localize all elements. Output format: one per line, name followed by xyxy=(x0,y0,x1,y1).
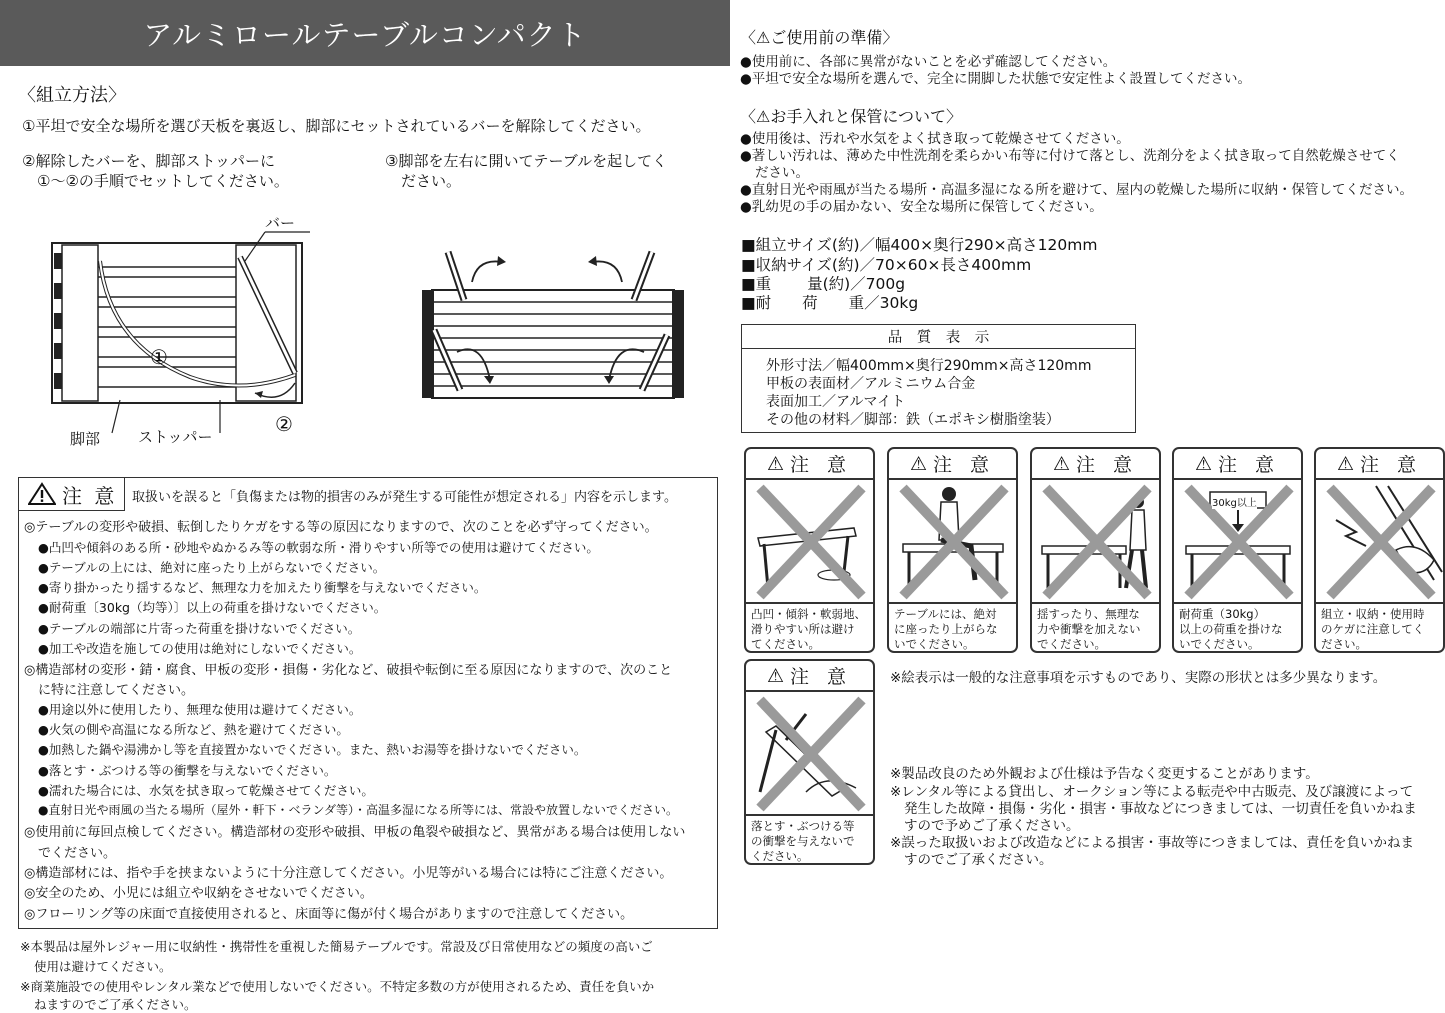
care-line: ださい。 xyxy=(755,165,809,181)
caution-line: ◎フローリング等の床面で直接使用されると、床面等に傷が付く場合がありますので注意してください。 xyxy=(24,907,634,922)
uneven-ground-pictogram xyxy=(746,480,873,604)
max-load-pictogram xyxy=(1174,480,1301,604)
warning-card-label: 注 意 xyxy=(933,454,996,476)
pinch-hazard-pictogram xyxy=(1316,480,1443,604)
open-legs-diagram xyxy=(412,240,694,410)
before-use-heading: 〈⚠ご使用前の準備〉 xyxy=(740,28,899,47)
footnote-left: ※商業施設での使用やレンタル業などで使用しないでください。不特定多数の方が使用されるため、責任を負いか xyxy=(20,979,655,994)
warning-card-label: 注 意 xyxy=(1076,454,1139,476)
caution-line: ●加工や改造を施しての使用は絶対にしないでください。 xyxy=(38,641,362,656)
care-line: ●乳幼児の手の届かない、安全な場所に保管してください。 xyxy=(740,199,1103,215)
caution-line: ●テーブルの端部に片寄った荷重を掛けないでください。 xyxy=(38,621,361,636)
spec-line: ■重 量(約)／700g xyxy=(741,275,906,293)
caution-line: でください。 xyxy=(38,846,117,861)
page-title: アルミロールテーブルコンパクト xyxy=(0,0,730,66)
warning-card-header xyxy=(746,661,873,692)
caution-line: ●加熱した鍋や湯沸かし等を直接置かないでください。また、熱いお湯等を掛けないでください。 xyxy=(38,742,587,757)
before-use-line: ●平坦で安全な場所を選んで、完全に開脚した状態で安定性よく設置してください。 xyxy=(740,71,1252,87)
warning-card xyxy=(1030,447,1161,653)
quality-line: 外形寸法／幅400mm×奥行290mm×高さ120mm xyxy=(766,358,1092,374)
caution-line: ◎安全のため、小児には組立や収納をさせないでください。 xyxy=(24,886,373,901)
caution-line: ◎構造部材の変形・錆・腐食、甲板の変形・損傷・劣化など、破損や転倒に至る原因になりますので、次のこと xyxy=(24,663,673,678)
spec-line: ■収納サイズ(約)／70×60×長さ400mm xyxy=(741,256,1032,274)
assembly-step-3-line-1: ③脚部を左右に開いてテーブルを起してく xyxy=(385,152,668,170)
assembly-heading: 〈組立方法〉 xyxy=(18,85,126,106)
caution-line: ●落とす・ぶつける等の衝撃を与えないでください。 xyxy=(38,763,337,778)
caution-line: ●テーブルの上には、絶対に座ったり上がらないでください。 xyxy=(38,560,386,575)
caution-line: ●直射日光や雨風の当たる場所（屋外・軒下・ベランダ等）・高温多湿になる所等には、常設や放置しないでください。 xyxy=(38,803,678,817)
warning-card xyxy=(1314,447,1445,653)
assembly-step-2-line-2: ①〜②の手順でセットしてください。 xyxy=(37,172,289,190)
warning-card xyxy=(887,447,1018,653)
no-dropping-pictogram xyxy=(746,692,873,816)
warning-card-caption: 落とす・ぶつける等 の衝撃を与えないで ください。 xyxy=(751,819,855,863)
warning-card-caption: 凸凹・傾斜・軟弱地、 滑りやすい所は避け てください。 xyxy=(751,607,866,651)
caution-line: ●寄り掛かったり揺するなど、無理な力を加えたり衝撃を与えないでください。 xyxy=(38,580,487,595)
warning-triangle-icon: ⚠ xyxy=(766,452,790,475)
quality-line: その他の材料／脚部：鉄（エポキシ樹脂塗装） xyxy=(766,412,1060,428)
care-heading: 〈⚠お手入れと保管について〉 xyxy=(740,107,963,126)
caution-line: ●濡れた場合には、水気を拭き取って乾燥させてください。 xyxy=(38,783,374,798)
care-line: ●直射日光や雨風が当たる場所・高温多湿になる所を避けて、屋内の乾燥した場所に収納・保管してください。 xyxy=(740,182,1414,198)
quality-line: 表面加工／アルマイト xyxy=(766,394,906,410)
warning-card-caption: 組立・収納・使用時 のケガに注意してく ださい。 xyxy=(1321,607,1425,651)
footnote-left: ねますのでご了承ください。 xyxy=(34,997,197,1012)
warning-card xyxy=(744,447,875,653)
weight-label: 30kg以上 xyxy=(1212,494,1257,509)
assembly-step-2-line-1: ②解除したバーを、脚部ストッパーに xyxy=(22,152,275,170)
quality-heading: 品 質 表 示 xyxy=(741,324,1136,349)
care-line: ●使用後は、汚れや水気をよく拭き取って乾燥させてください。 xyxy=(740,131,1130,147)
illustration-note: ※絵表示は一般的な注意事項を示すものであり、実際の形状とは多少異なります。 xyxy=(890,670,1387,686)
warning-card-label: 注 意 xyxy=(790,666,853,688)
caution-line: ◎使用前に毎回点検してください。構造部材の変形や破損、甲板の亀裂や破損など、異常がある場合は使用しない xyxy=(24,825,686,840)
caution-line: ◎構造部材には、指や手を挟まないように十分注意してください。小児等がいる場合には特にご注意ください。 xyxy=(24,866,673,881)
warning-triangle-icon: ⚠ xyxy=(766,664,790,687)
before-use-line: ●使用前に、各部に異常がないことを必ず確認してください。 xyxy=(740,54,1117,70)
assembly-step-1: ①平坦で安全な場所を選び天板を裏返し、脚部にセットされているバーを解除してください。 xyxy=(22,117,651,135)
note-right: ※製品改良のため外観および仕様は予告なく変更することがあります。 xyxy=(890,766,1319,782)
caution-line: ●用途以外に使用したり、無理な使用は避けてください。 xyxy=(38,702,362,717)
label-step-2-marker: ② xyxy=(275,412,293,436)
warning-card-label: 注 意 xyxy=(1360,454,1423,476)
warning-card xyxy=(744,659,875,865)
caution-label: 注 意 xyxy=(62,484,118,508)
note-right: 発生した故障・損傷・劣化・損害・事故などにつきましては、一切責任を負いかねま xyxy=(904,801,1417,817)
warning-triangle-icon: ⚠ xyxy=(909,452,933,475)
warning-card-header xyxy=(746,449,873,480)
caution-line: に特に注意してください。 xyxy=(38,683,195,698)
assembly-step-3-line-2: ださい。 xyxy=(401,172,462,190)
warning-card xyxy=(1172,447,1303,653)
footnote-left: 使用は避けてください。 xyxy=(34,959,172,974)
label-stopper: ストッパー xyxy=(138,428,213,446)
warning-card-header xyxy=(1032,449,1159,480)
note-right: ※レンタル等による貸出し、オークション等による転売や中古販売、及び譲渡によって xyxy=(890,784,1414,800)
caution-line: ●耐荷重〔30kg（均等）〕以上の荷重を掛けないでください。 xyxy=(38,600,387,615)
note-right: すので予めご了承ください。 xyxy=(904,818,1080,834)
warning-triangle-icon: ⚠ xyxy=(1052,452,1076,475)
no-shaking-pictogram xyxy=(1032,480,1159,604)
care-line: ●著しい汚れは、薄めた中性洗剤を柔らかい布等に付けて落とし、洗剤分をよく拭き取って自然乾燥させてく xyxy=(740,148,1400,164)
label-step-1-marker: ① xyxy=(150,345,168,369)
warning-triangle-icon: ⚠ xyxy=(1194,452,1218,475)
warning-card-header xyxy=(1316,449,1443,480)
warning-card-caption: 揺すったり、無理な 力や衝撃を加えない でください。 xyxy=(1037,607,1141,651)
spec-line: ■耐 荷 重／30kg xyxy=(741,294,919,312)
warning-card-header xyxy=(889,449,1016,480)
footnote-left: ※本製品は屋外レジャー用に収納性・携帯性を重視した簡易テーブルです。常設及び日常使用などの頻度の高いご xyxy=(20,939,653,954)
note-right: すのでご了承ください。 xyxy=(904,852,1053,868)
warning-card-caption: テーブルには、絶対 に座ったり上がらな いでください。 xyxy=(894,607,998,651)
no-sitting-pictogram xyxy=(889,480,1016,604)
warning-card-header xyxy=(1174,449,1301,480)
warning-triangle-icon xyxy=(28,482,56,506)
caution-line: ●凸凹や傾斜のある所・砂地やぬかるみ等の軟弱な所・滑りやすい所等での使用は避けてください。 xyxy=(38,540,599,555)
caution-line: ◎テーブルの変形や破損、転倒したりケガをする等の原因になりますので、次のことを必ず守ってください。 xyxy=(24,520,658,535)
caution-box-label xyxy=(18,477,125,511)
label-leg: 脚部 xyxy=(70,430,101,448)
warning-card-label: 注 意 xyxy=(790,454,853,476)
caution-line: ●火気の側や高温になる所など、熱を避けてください。 xyxy=(38,722,349,737)
warning-triangle-icon: ⚠ xyxy=(1336,452,1360,475)
spec-line: ■組立サイズ(約)／幅400×奥行290×高さ120mm xyxy=(741,236,1098,254)
warning-card-caption: 耐荷重（30kg） 以上の荷重を掛けな いでください。 xyxy=(1179,607,1283,651)
note-right: ※誤った取扱いおよび改造などによる損害・事故等につきましては、責任を負いかねま xyxy=(890,835,1415,851)
quality-line: 甲板の表面材／アルミニウム合金 xyxy=(766,376,976,392)
label-bar: バー xyxy=(265,214,296,232)
caution-description: 取扱いを誤ると「負傷または物的損害のみが発生する可能性が想定される」内容を示します。 xyxy=(132,490,677,505)
warning-card-label: 注 意 xyxy=(1218,454,1281,476)
